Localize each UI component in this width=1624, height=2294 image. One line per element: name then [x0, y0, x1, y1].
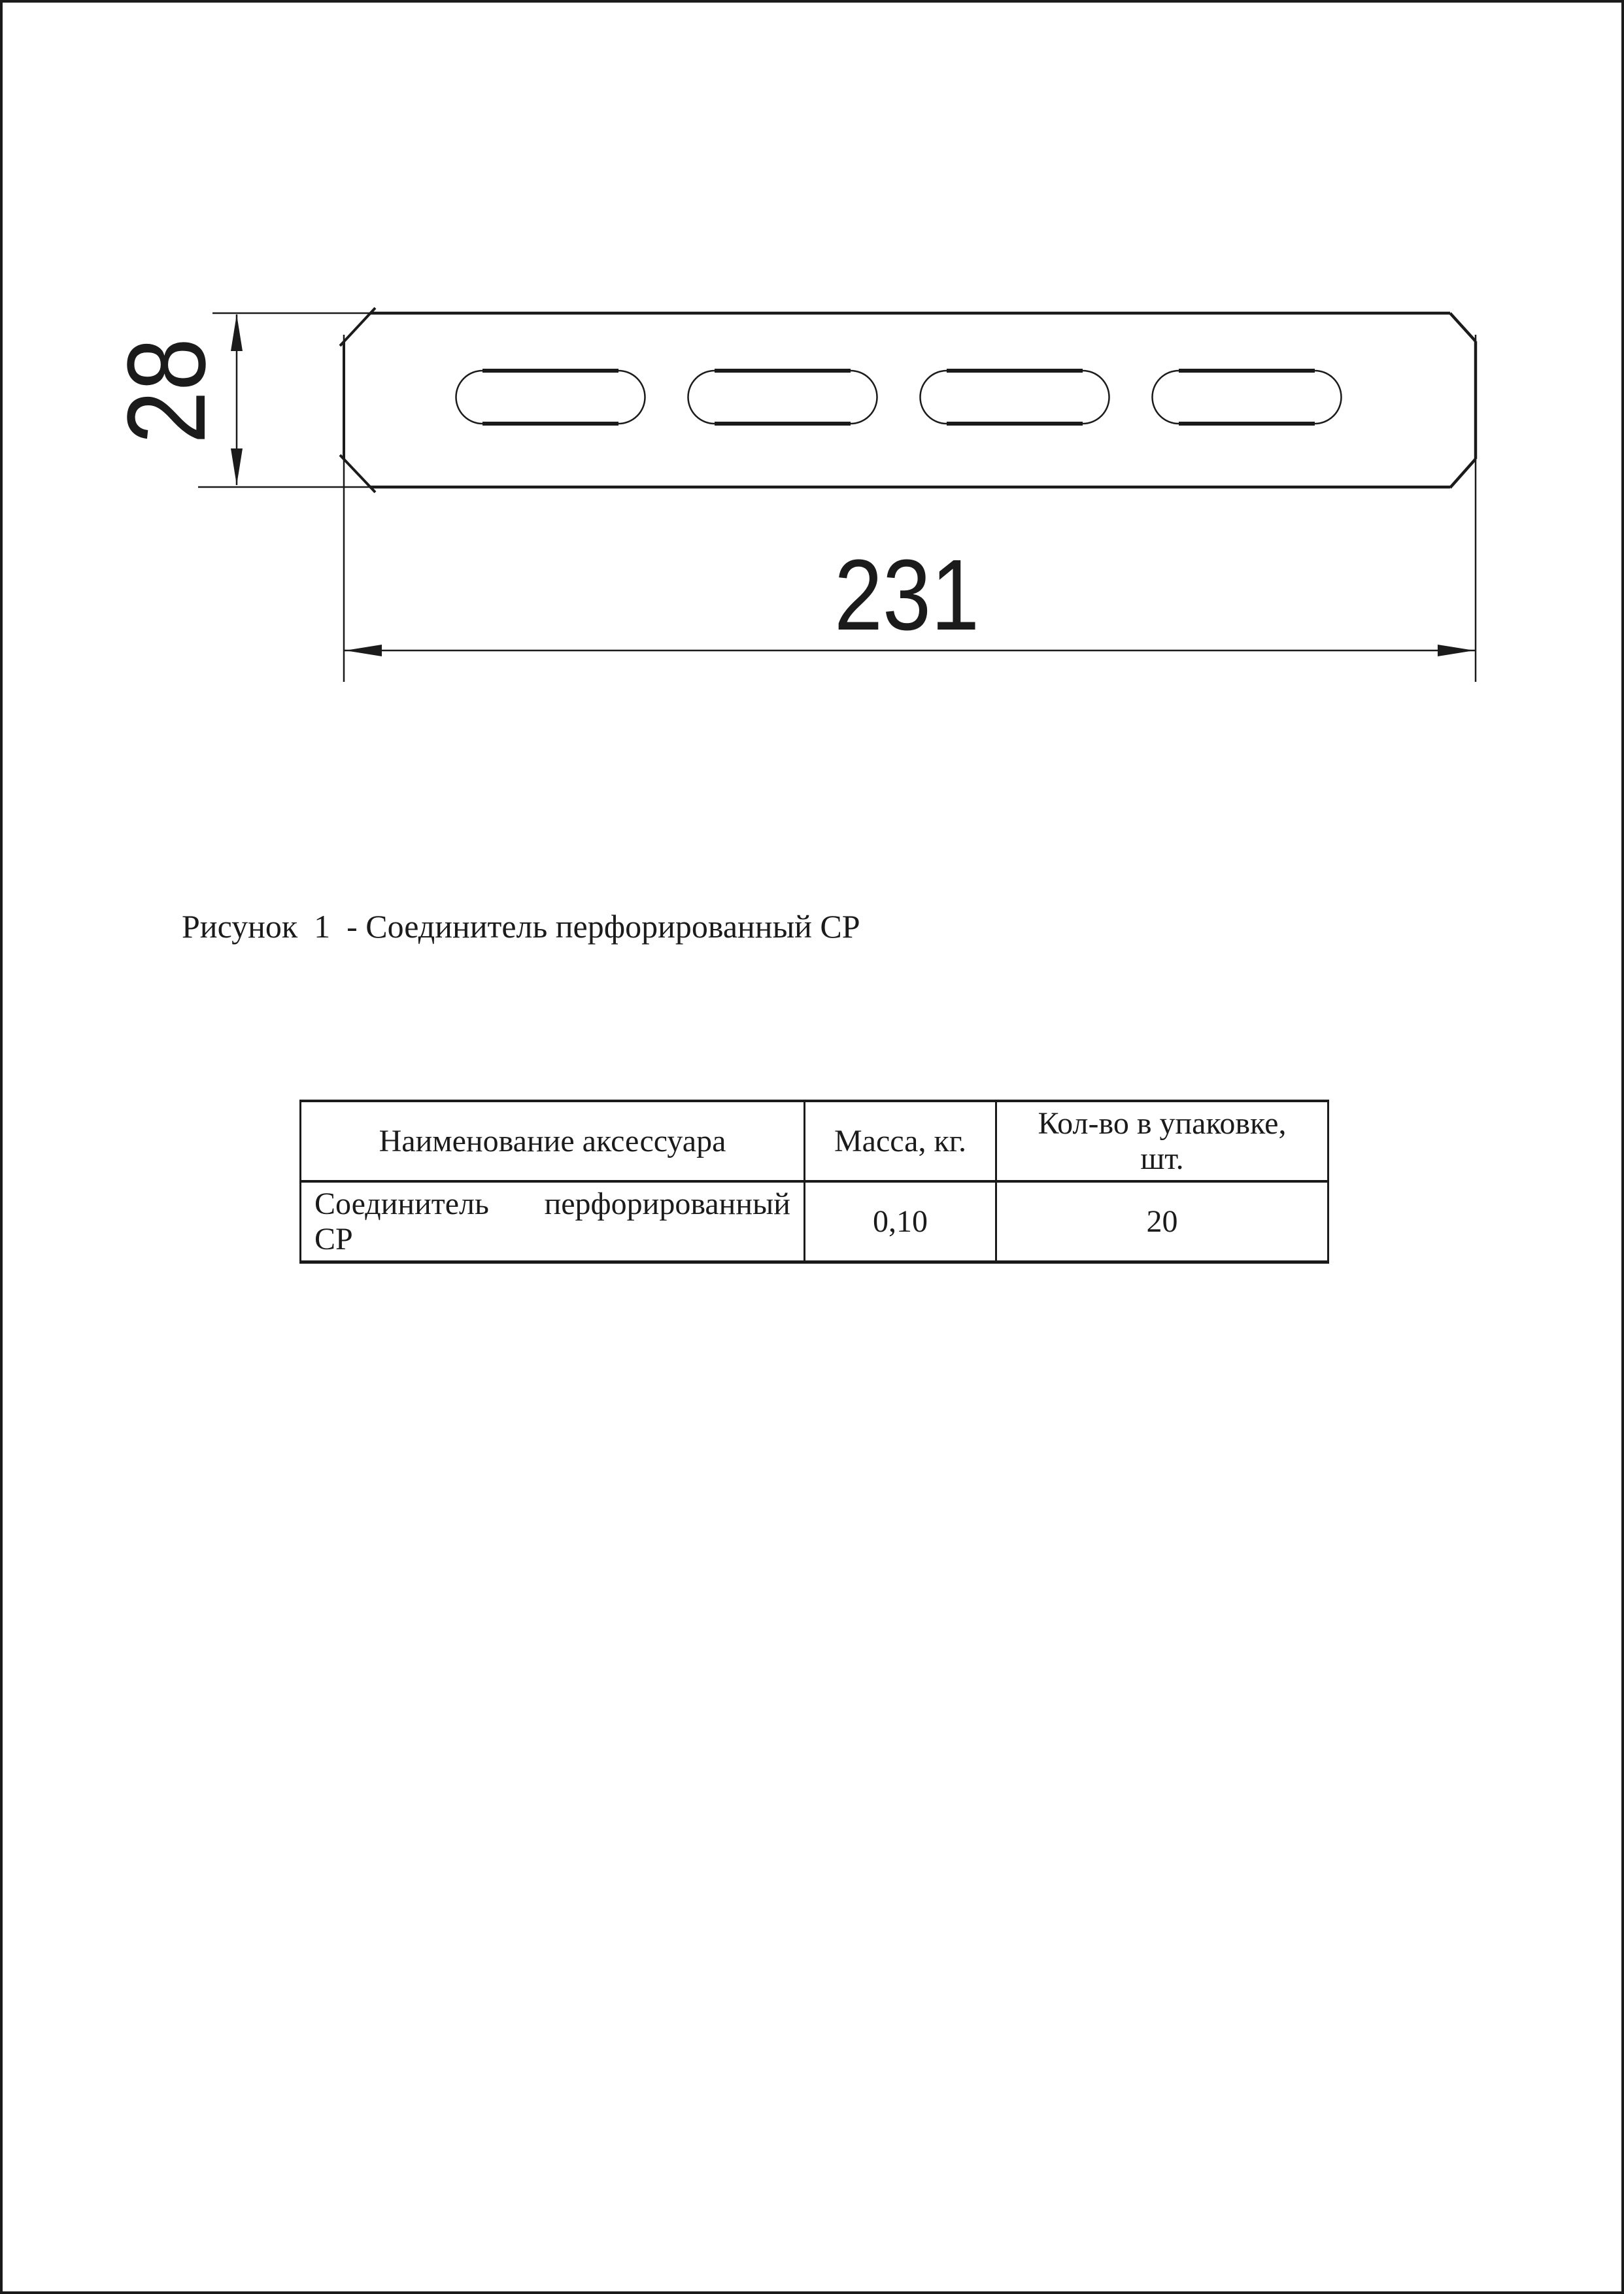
table-header-row [301, 1101, 1328, 1181]
width-dimension [344, 335, 1476, 682]
accessory-name-line2: СР [314, 1221, 353, 1257]
cell-qty: 20 [996, 1181, 1328, 1262]
header-qty-line1: Кол-во в упаковке, [1038, 1105, 1287, 1141]
plate-outline [340, 308, 1476, 492]
arrowhead-up-icon [231, 314, 243, 351]
header-mass: Масса, кг. [805, 1101, 996, 1181]
slot-outline [456, 371, 645, 424]
arrowhead-down-icon [231, 448, 243, 485]
accessory-name-word1: Соединитель [314, 1187, 489, 1221]
plate-chamfer-bottom-right [1450, 459, 1476, 488]
header-qty-line2: шт. [1140, 1141, 1184, 1176]
cell-mass: 0,10 [805, 1181, 996, 1262]
accessory-name-word2: перфорированный [544, 1187, 790, 1221]
figure-caption: Рисунок 1 - Соединитель перфорированный СР [182, 908, 860, 945]
accessory-name-line1 [314, 1187, 790, 1222]
slot-outline [921, 371, 1109, 424]
height-dimension [105, 313, 382, 487]
slot-outline [688, 371, 877, 424]
header-accessory-name: Наименование аксессуара [301, 1101, 805, 1181]
plate-chamfer-top-right [1450, 313, 1476, 341]
perforation-slots [456, 371, 1342, 424]
width-dimension-label: 231 [834, 539, 979, 651]
spec-table [299, 1100, 1329, 1264]
height-dimension-label: 28 [105, 320, 229, 444]
slot-outline [1153, 371, 1342, 424]
technical-drawing [0, 0, 1624, 752]
table-row [301, 1181, 1328, 1262]
header-qty-per-pack [996, 1101, 1328, 1181]
arrowhead-left-icon [345, 645, 382, 656]
arrowhead-right-icon [1438, 645, 1474, 656]
cell-accessory-name [301, 1181, 805, 1262]
